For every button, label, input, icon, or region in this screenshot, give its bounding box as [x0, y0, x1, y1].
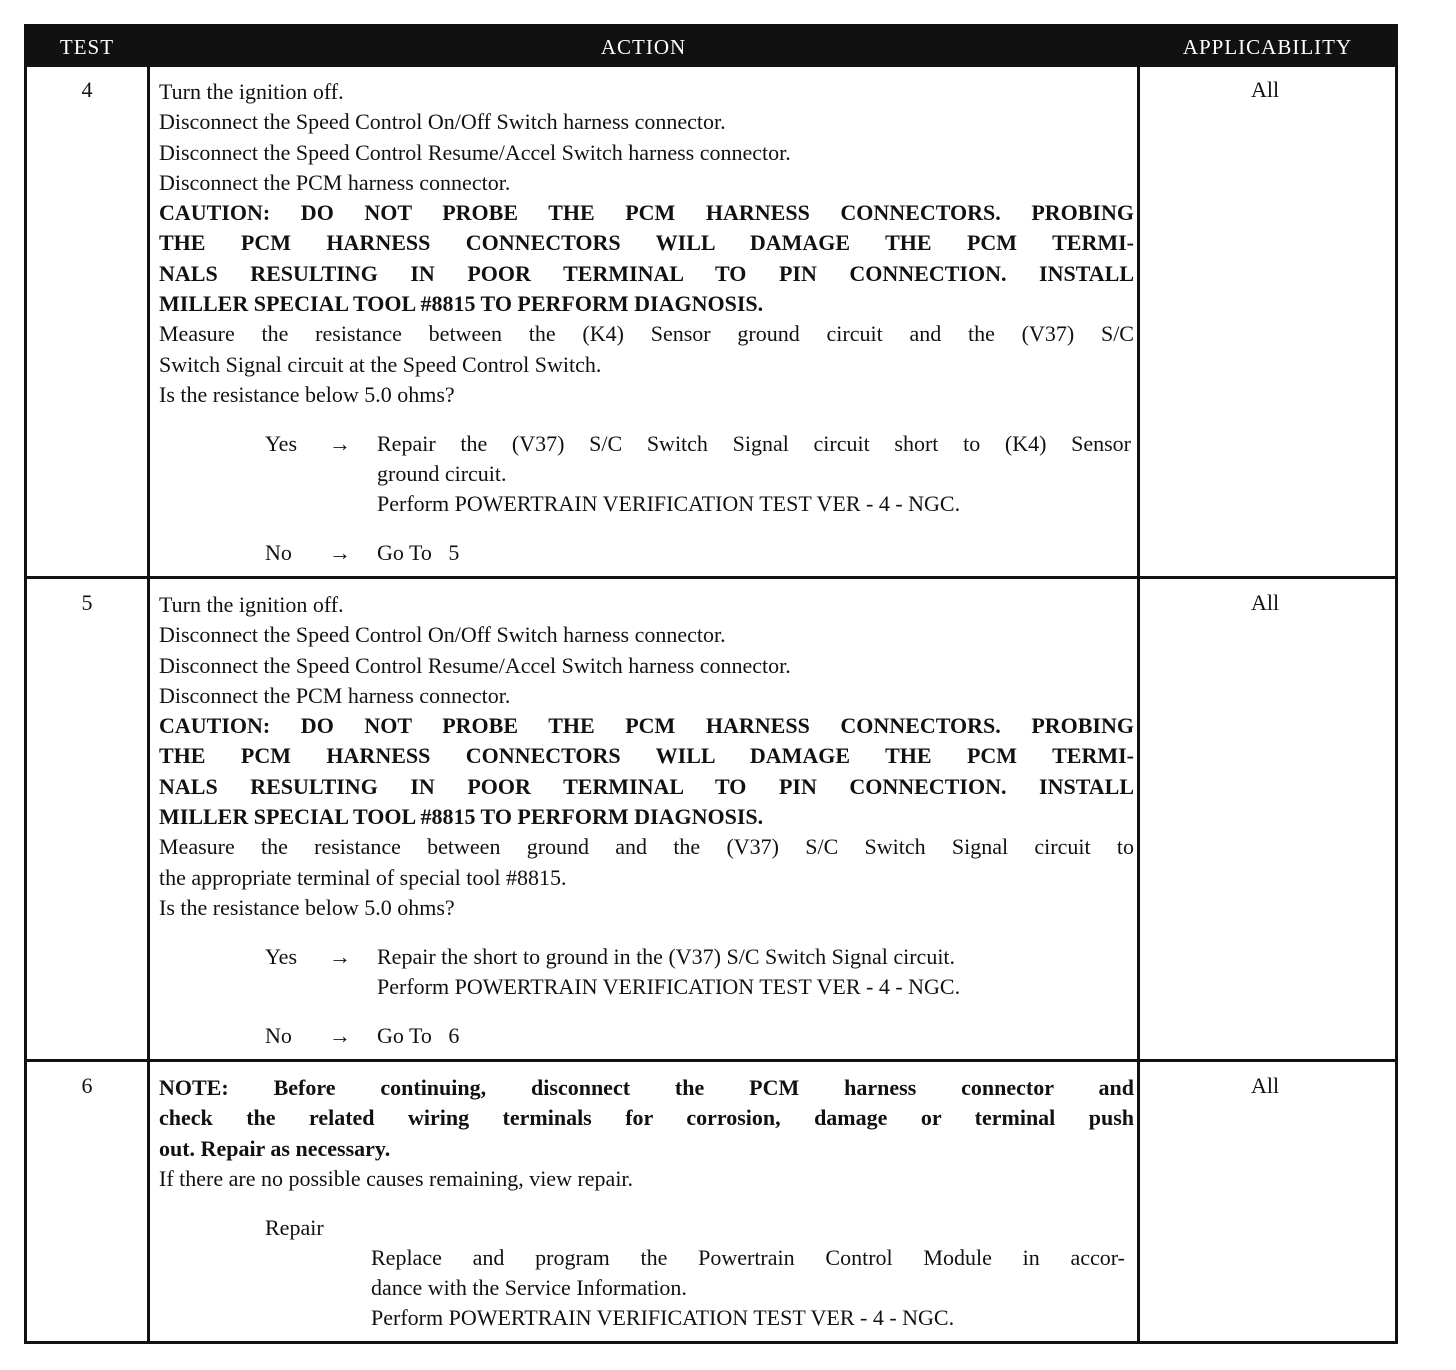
- header-applicability: APPLICABILITY: [1182, 35, 1353, 59]
- caution-text: NALS RESULTING IN POOR TERMINAL TO PIN CONNECTION. INSTALL: [159, 773, 1134, 799]
- action-step: Turn the ignition off.: [159, 79, 344, 104]
- arrow-icon: →: [329, 431, 351, 457]
- yes-branch-cont: [159, 972, 1134, 1002]
- note-text: NOTE: Before continuing, disconnect the PCM harness connector and: [159, 1075, 1134, 1100]
- action-cell: [159, 590, 1134, 1051]
- action-step: Disconnect the Speed Control Resume/Accel Switch harness connector.: [159, 652, 791, 678]
- test-number: 4: [81, 77, 93, 102]
- no-branch: [159, 1021, 1134, 1051]
- applicability-value: All: [1250, 77, 1280, 102]
- action-step: Disconnect the PCM harness connector.: [159, 682, 511, 708]
- caution-text: CAUTION: DO NOT PROBE THE PCM HARNESS CONNECTORS. PROBING: [159, 200, 1134, 226]
- no-action: Go To 5: [377, 540, 460, 566]
- caution-text: THE PCM HARNESS CONNECTORS WILL DAMAGE THE PCM TERMI-: [159, 230, 1134, 256]
- yes-branch: [159, 429, 1134, 459]
- action-step: Disconnect the Speed Control Resume/Accel Switch harness connector.: [159, 139, 791, 165]
- yes-branch-cont: [159, 489, 1134, 519]
- arrow-icon: →: [329, 540, 351, 566]
- row-divider: [27, 576, 1395, 579]
- yes-branch-cont: [159, 459, 1134, 489]
- no-label: No: [265, 1023, 292, 1049]
- note-text: check the related wiring terminals for corrosion, damage or terminal push: [159, 1105, 1134, 1131]
- caution-text: CAUTION: DO NOT PROBE THE PCM HARNESS CONNECTORS. PROBING: [159, 713, 1134, 739]
- repair-action: Replace and program the Powertrain Control Module in accor-: [371, 1245, 1125, 1271]
- caution-text: MILLER SPECIAL TOOL #8815 TO PERFORM DIAGNOSIS.: [159, 804, 764, 830]
- repair-branch-cont: [159, 1303, 1134, 1333]
- repair-action: Perform POWERTRAIN VERIFICATION TEST VER - 4 - NGC.: [371, 1305, 955, 1331]
- caution-text: NALS RESULTING IN POOR TERMINAL TO PIN CONNECTION. INSTALL: [159, 260, 1134, 286]
- table-header: [27, 27, 1395, 67]
- caution-text: THE PCM HARNESS CONNECTORS WILL DAMAGE THE PCM TERMI-: [159, 743, 1134, 769]
- no-action: Go To 6: [377, 1023, 460, 1049]
- yes-label: Yes: [265, 944, 298, 970]
- note-text: out. Repair as necessary.: [159, 1135, 391, 1161]
- measure-text: Switch Signal circuit at the Speed Control Switch.: [159, 351, 602, 377]
- no-label: No: [265, 540, 292, 566]
- test-number: 5: [81, 590, 93, 615]
- applicability-value: All: [1250, 1073, 1280, 1098]
- action-step: Disconnect the Speed Control On/Off Switch harness connector.: [159, 622, 726, 648]
- action-step: Disconnect the Speed Control On/Off Switch harness connector.: [159, 109, 726, 135]
- repair-branch: [159, 1213, 1134, 1243]
- measure-text: the appropriate terminal of special tool #8815.: [159, 864, 567, 890]
- question-text: Is the resistance below 5.0 ohms?: [159, 381, 455, 407]
- action-step: Turn the ignition off.: [159, 592, 344, 617]
- row-divider: [27, 1059, 1395, 1062]
- arrow-icon: →: [329, 1023, 351, 1049]
- measure-text: Measure the resistance between ground and the (V37) S/C Switch Signal circuit to: [159, 834, 1134, 860]
- yes-label: Yes: [265, 431, 298, 457]
- yes-action: Repair the (V37) S/C Switch Signal circuit short to (K4) Sensor: [377, 431, 1131, 457]
- action-cell: [159, 77, 1134, 568]
- yes-action: Repair the short to ground in the (V37) S/C Switch Signal circuit.: [377, 944, 956, 970]
- test-number: 6: [81, 1073, 93, 1098]
- header-action: ACTION: [600, 35, 687, 59]
- repair-branch-cont: [159, 1273, 1134, 1303]
- applicability-value: All: [1250, 590, 1280, 615]
- repair-action: dance with the Service Information.: [371, 1275, 687, 1301]
- yes-action: ground circuit.: [377, 461, 507, 487]
- diagnostic-test-table: [24, 24, 1398, 1344]
- yes-branch: [159, 942, 1134, 972]
- repair-branch-cont: [159, 1243, 1134, 1273]
- column-divider: [1137, 67, 1140, 1341]
- yes-action: Perform POWERTRAIN VERIFICATION TEST VER - 4 - NGC.: [377, 974, 961, 1000]
- arrow-icon: →: [329, 944, 351, 970]
- yes-action: Perform POWERTRAIN VERIFICATION TEST VER - 4 - NGC.: [377, 491, 961, 517]
- header-test: TEST: [59, 35, 115, 59]
- question-text: Is the resistance below 5.0 ohms?: [159, 894, 455, 920]
- action-cell: [159, 1073, 1134, 1333]
- repair-label: Repair: [265, 1215, 324, 1241]
- measure-text: Measure the resistance between the (K4) Sensor ground circuit and the (V37) S/C: [159, 321, 1134, 347]
- action-step: Disconnect the PCM harness connector.: [159, 169, 511, 195]
- caution-text: MILLER SPECIAL TOOL #8815 TO PERFORM DIAGNOSIS.: [159, 291, 764, 317]
- no-branch: [159, 538, 1134, 568]
- column-divider: [147, 67, 150, 1341]
- instruction-text: If there are no possible causes remaining, view repair.: [159, 1165, 634, 1191]
